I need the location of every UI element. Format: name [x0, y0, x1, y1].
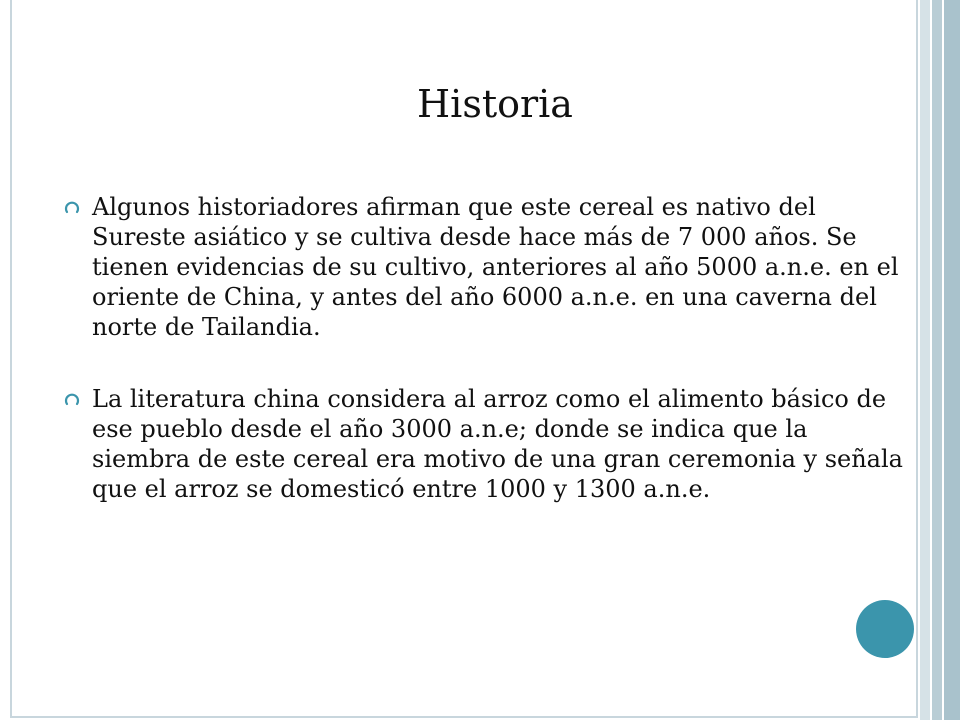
bullet-text: Algunos historiadores afirman que este cereal es nativo del Sureste asiático y se cultiva desde hace más de 7 000 años. Se tienen evidencias de su cultivo, anteriores al año 5000 a.n.e. en el oriente de China, y antes del año 6000 a.n.e. en una caverna del norte de Tailandia.: [92, 193, 899, 341]
slide-title: Historia: [417, 82, 573, 126]
bullet-list: [62, 192, 912, 546]
decorative-circle: [856, 600, 914, 658]
ring-bullet-icon: [64, 392, 80, 408]
bullet-item: [62, 384, 912, 504]
bullet-item: [62, 192, 912, 342]
bullet-text: La literatura china considera al arroz como el alimento básico de ese pueblo desde el año 3000 a.n.e; donde se indica que la siembra de este cereal era motivo de una gran ceremonia y señala que el arroz se domesticó entre 1000 y 1300 a.n.e.: [92, 385, 903, 503]
ring-bullet-icon: [64, 200, 80, 216]
